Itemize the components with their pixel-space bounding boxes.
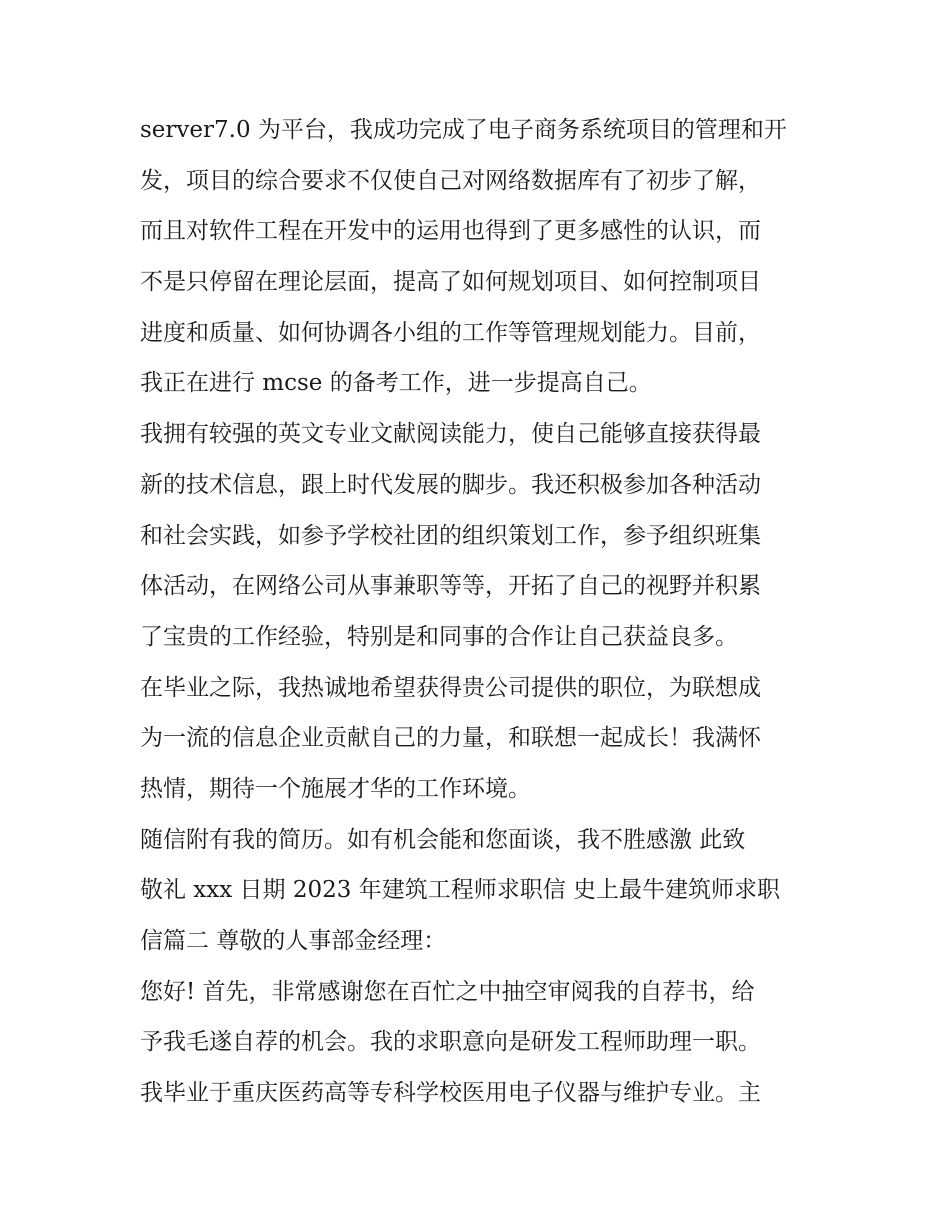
text-line: 在毕业之际，我热诚地希望获得贵公司提供的职位，为联想成 [140, 674, 761, 701]
text-line: 了宝贵的工作经验，特别是和同事的合作让自己获益良多。 [140, 623, 738, 650]
text-line: server7.0 为平台，我成功完成了电子商务系统项目的管理和开 [140, 117, 787, 143]
text-line: 我毕业于重庆医药高等专科学校医用电子仪器与维护专业。主 [140, 1080, 761, 1107]
text-line: 随信附有我的简历。如有机会能和您面谈，我不胜感激 此致 [140, 826, 746, 853]
text-line: 和社会实践，如参予学校社团的组织策划工作，参予组织班集 [140, 522, 761, 549]
text-line: 新的技术信息，跟上时代发展的脚步。我还积极参加各种活动 [140, 471, 761, 498]
text-line: 您好! 首先，非常感谢您在百忙之中抽空审阅我的自荐书，给 [140, 978, 755, 1005]
text-line: 予我毛遂自荐的机会。我的求职意向是研发工程师助理一职。 [140, 1029, 761, 1056]
text-line: 不是只停留在理论层面，提高了如何规划项目、如何控制项目 [140, 269, 761, 296]
text-line: 发，项目的综合要求不仅使自己对网络数据库有了初步了解， [140, 167, 761, 194]
text-line: 信篇二 尊敬的人事部金经理： [140, 928, 447, 954]
text-line: 我正在进行 mcse 的备考工作，进一步提高自己。 [140, 370, 652, 397]
text-line: 而且对软件工程在开发中的运用也得到了更多感性的认识，而 [140, 218, 761, 245]
text-line: 进度和质量、如何协调各小组的工作等管理规划能力。目前， [140, 319, 761, 346]
text-line: 体活动，在网络公司从事兼职等等，开拓了自己的视野并积累 [140, 573, 761, 600]
text-line: 热情，期待一个施展才华的工作环境。 [140, 775, 531, 802]
text-line: 我拥有较强的英文专业文献阅读能力，使自己能够直接获得最 [140, 421, 761, 448]
body-text [140, 105, 820, 1119]
text-line: 为一流的信息企业贡献自己的力量，和联想一起成长！我满怀 [140, 725, 761, 752]
text-line: 敬礼 xxx 日期 2023 年建筑工程师求职信 史上最牛建筑师求职 [140, 877, 781, 904]
